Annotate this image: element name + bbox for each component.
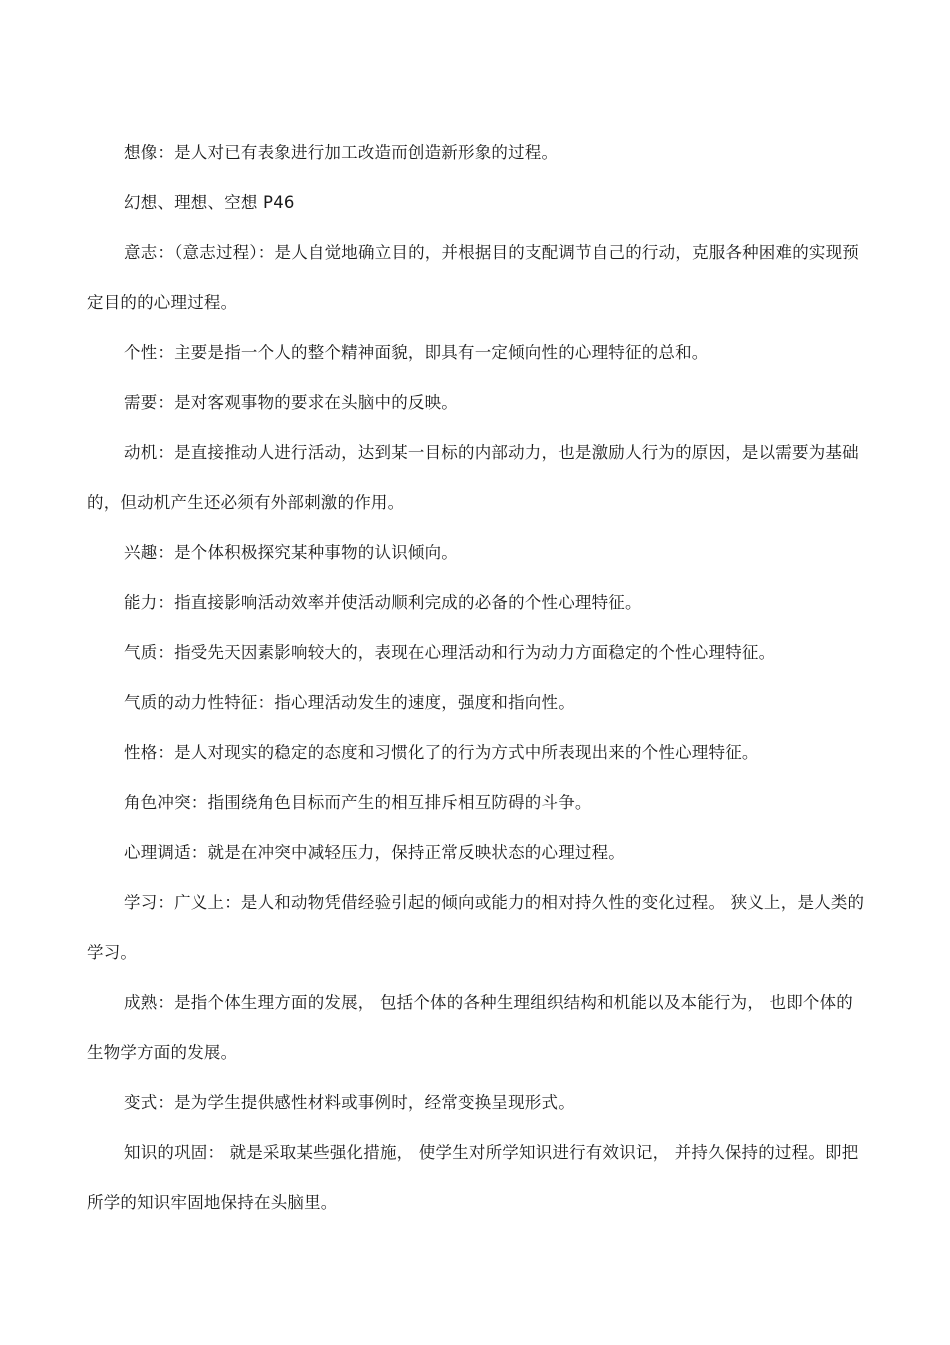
paragraph-variation: 变式：是为学生提供感性材料或事例时，经常变换呈现形式。	[124, 1093, 575, 1112]
paragraph-motivation: 动机：是直接推动人进行活动，达到某一目标的内部动力，也是激励人行为的原因，是以需要为基础的，但动机产生还必须有外部刺激的作用。	[87, 443, 859, 512]
paragraph-interest: 兴趣：是个体积极探究某种事物的认识倾向。	[124, 543, 458, 562]
paragraph-role-conflict: 角色冲突：指围绕角色目标而产生的相互排斥相互防碍的斗争。	[124, 793, 592, 812]
paragraph-learning: 学习：广义上：是人和动物凭借经验引起的倾向或能力的相对持久性的变化过程。 狭义上，是人类的学习。	[87, 893, 865, 962]
paragraph-temperament-dynamics: 气质的动力性特征：指心理活动发生的速度，强度和指向性。	[124, 693, 575, 712]
paragraph-temperament: 气质：指受先天因素影响较大的，表现在心理活动和行为动力方面稳定的个性心理特征。	[124, 643, 776, 662]
paragraph-ability: 能力：指直接影响活动效率并使活动顺利完成的必备的个性心理特征。	[124, 593, 642, 612]
paragraph-fantasy-ideal: 幻想、理想、空想 P46	[124, 193, 295, 212]
paragraph-psychological-adjustment: 心理调适：就是在冲突中减轻压力，保持正常反映状态的心理过程。	[124, 843, 625, 862]
document-body	[87, 128, 867, 1228]
paragraph-maturation: 成熟：是指个体生理方面的发展， 包括个体的各种生理组织结构和机能以及本能行为， 也即个体的生物学方面的发展。	[87, 993, 853, 1062]
paragraph-will: 意志：（意志过程）：是人自觉地确立目的，并根据目的支配调节自己的行动，克服各种困难的实现预定目的的心理过程。	[87, 243, 859, 312]
paragraph-imagination: 想像：是人对已有表象进行加工改造而创造新形象的过程。	[124, 143, 559, 162]
paragraph-character: 性格：是人对现实的稳定的态度和习惯化了的行为方式中所表现出来的个性心理特征。	[124, 743, 759, 762]
paragraph-knowledge-consolidation: 知识的巩固： 就是采取某些强化措施， 使学生对所学知识进行有效识记， 并持久保持的过程。即把所学的知识牢固地保持在头脑里。	[87, 1143, 859, 1212]
paragraph-need: 需要：是对客观事物的要求在头脑中的反映。	[124, 393, 458, 412]
paragraph-personality: 个性：主要是指一个人的整个精神面貌，即具有一定倾向性的心理特征的总和。	[124, 343, 709, 362]
